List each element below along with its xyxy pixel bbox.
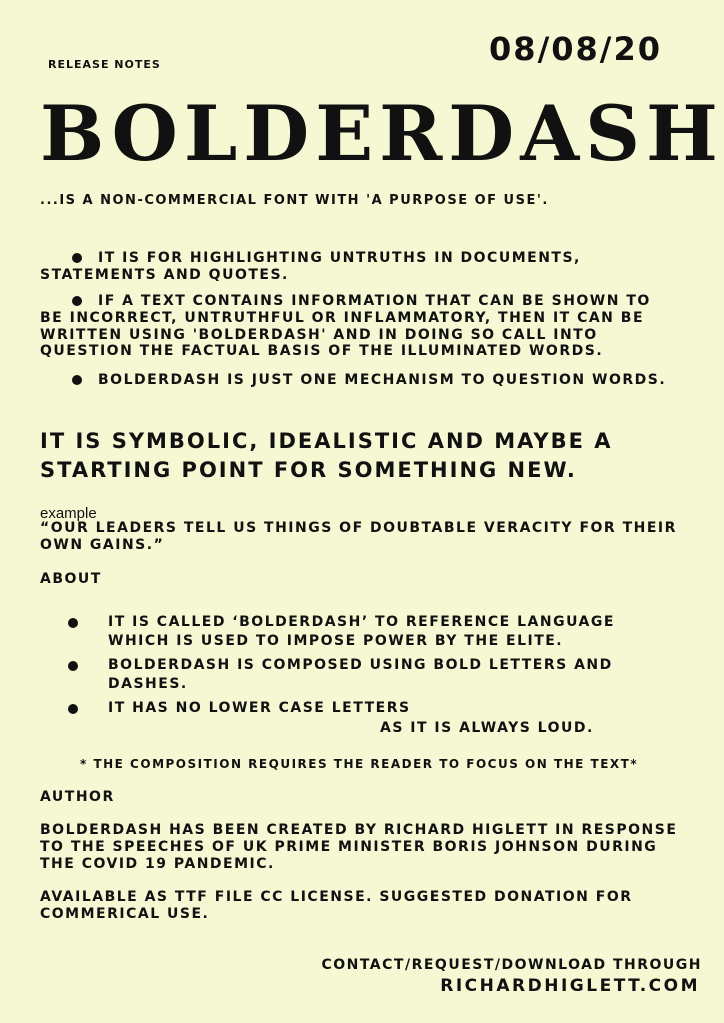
author-text: BOLDERDASH HAS BEEN CREATED BY RICHARD HIGLETT IN RESPONSE TO THE SPEECHES OF UK PRIME MINISTER BORIS JOHNSON DURING THE COVID 19 PANDEMIC. (40, 822, 678, 872)
about-item-text: BOLDERDASH IS COMPOSED USING BOLD LETTERS AND DASHES. (108, 657, 613, 692)
about-item (68, 699, 668, 718)
bullet-icon (68, 661, 78, 671)
page-title: BOLDERDASH (40, 89, 724, 178)
purpose-point (40, 250, 680, 284)
contact-label: CONTACT/REQUEST/DOWNLOAD THROUGH (321, 957, 702, 973)
website-link[interactable]: RICHARDHIGLETT.COM (440, 976, 700, 996)
purpose-point (40, 293, 680, 360)
release-notes-label: RELEASE NOTES (48, 58, 161, 71)
availability-text: AVAILABLE AS TTF FILE CC LICENSE. SUGGESTED DONATION FOR COMMERICAL USE. (40, 889, 633, 922)
about-item-text: IT HAS NO LOWER CASE LETTERS (108, 700, 411, 716)
bullet-icon (72, 375, 82, 385)
composition-note: * THE COMPOSITION REQUIRES THE READER TO FOCUS ON THE TEXT* (80, 757, 639, 771)
purpose-point-text: BOLDERDASH IS JUST ONE MECHANISM TO QUESTION WORDS. (98, 372, 667, 388)
example-quote: “OUR LEADERS TELL US THINGS OF DOUBTABLE VERACITY FOR THEIR OWN GAINS.” (40, 520, 677, 553)
bullet-icon (72, 296, 82, 306)
statement-heading: IT IS SYMBOLIC, IDEALISTIC AND MAYBE A STARTING POINT FOR SOMETHING NEW. (40, 429, 613, 483)
about-heading: ABOUT (40, 571, 102, 587)
bullet-icon (68, 618, 78, 628)
purpose-point-text: IT IS FOR HIGHLIGHTING UNTRUTHS IN DOCUMENTS, STATEMENTS AND QUOTES. (40, 250, 581, 283)
author-heading: AUTHOR (40, 789, 115, 805)
bullet-icon (72, 253, 82, 263)
about-item (68, 656, 668, 694)
release-date: 08/08/20 (489, 30, 662, 68)
intro-text: ...IS A NON-COMMERCIAL FONT WITH 'A PURPOSE OF USE'. (40, 193, 549, 208)
purpose-point-text: IF A TEXT CONTAINS INFORMATION THAT CAN BE SHOWN TO BE INCORRECT, UNTRUTHFUL OR INFLAMMATORY, THEN IT CAN BE WRITTEN USING 'BOLDERDASH' AND IN DOING SO CALL INTO QUESTION THE FACTUAL BASIS OF THE ILLUMINATED WORDS. (40, 293, 651, 360)
about-item-text: IT IS CALLED ‘BOLDERDASH’ TO REFERENCE LANGUAGE WHICH IS USED TO IMPOSE POWER BY THE ELITE. (108, 614, 615, 649)
example-label: example (40, 505, 97, 522)
about-item (68, 613, 668, 651)
purpose-point (40, 372, 680, 389)
bullet-icon (68, 704, 78, 714)
about-item-continuation: AS IT IS ALWAYS LOUD. (380, 720, 594, 736)
